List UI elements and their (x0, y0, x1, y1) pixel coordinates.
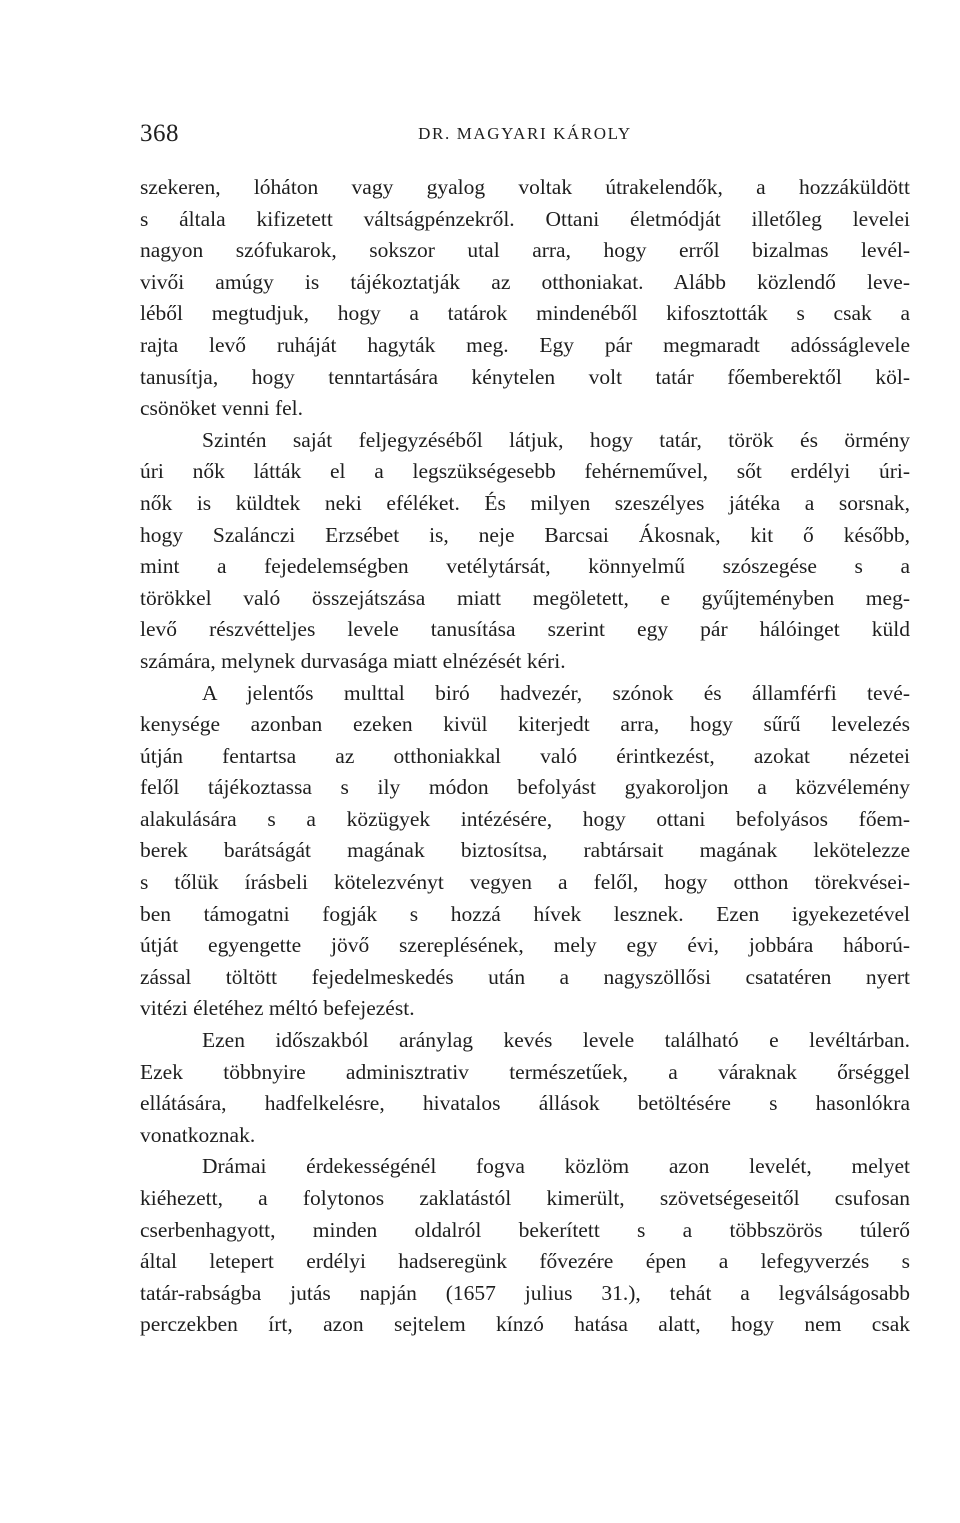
text-line: szekeren, lóháton vagy gyalog voltak útrakelendők, a hozzáküldött (140, 175, 910, 199)
text-line: perczekben írt, azon sejtelem kínzó hatása alatt, hogy nem csak (140, 1312, 910, 1337)
text-line: csönöket venni fel. (140, 396, 303, 421)
text-line: számára, melynek durvasága miatt elnézését kéri. (140, 648, 566, 673)
text-line: A jelentős multtal biró hadvezér, szónok és államférfi tevé- (202, 680, 910, 705)
text-line: tanusítja, hogy tenntartására kénytelen volt tatár főemberektől köl- (140, 364, 910, 389)
text-line: alakulására s a közügyek intézésére, hogy ottani befolyásos főem- (140, 806, 910, 831)
text-line: törökkel való összejátszása miatt megöletett, e gyűjteményben meg- (140, 585, 910, 610)
text-line: tatár-rabságba jutás napján (1657 julius 31.), tehát a legválságosabb (140, 1280, 910, 1305)
text-line: által letepert erdélyi hadseregünk fővezére épen a lefegyverzés s (140, 1249, 910, 1274)
text-line: zással töltött fejedelmeskedés után a nagyszöllősi csatatéren nyert (140, 964, 910, 989)
text-line: Drámai érdekességénél fogva közlöm azon levelét, melyet (202, 1154, 910, 1179)
text-line: levő részvétteljes levele tanusítása szerint egy pár hálóinget küld (140, 617, 910, 642)
text-line: nők is küldtek neki eféléket. És milyen szeszélyes játéka a sorsnak, (140, 490, 910, 515)
running-head: DR. MAGYARI KÁROLY (418, 124, 632, 143)
text-line: cserbenhagyott, minden oldalról bekerített s a többszörös túlerő (140, 1217, 910, 1242)
text-line: Ezek többnyire adminisztrativ természetűek, a váraknak őrséggel (140, 1059, 910, 1084)
text-line: kenysége azonban ezeken kivül kiterjedt arra, hogy sűrű levelezés (140, 712, 910, 737)
text-line: vivői amúgy is tájékoztatják az otthoniakat. Alább közlendő leve- (140, 269, 910, 294)
text-line: s általa kifizetett váltságpénzekről. Ottani életmódját illetőleg levelei (140, 206, 910, 231)
text-line: léből megtudjuk, hogy a tatárok mindenéből kifosztották s csak a (140, 301, 910, 326)
text-line: nagyon szófukarok, sokszor utal arra, hogy erről bizalmas levél- (140, 238, 910, 263)
text-line: hogy Szalánczi Erzsébet is, neje Barcsai Ákosnak, kit ő később, (140, 522, 910, 547)
text-line: rajta levő ruháját hagyták meg. Egy pár megmaradt adósságlevele (140, 332, 910, 357)
text-line: vitézi életéhez méltó befejezést. (140, 996, 415, 1021)
text-line: Szintén saját feljegyzéséből látjuk, hogy tatár, török és örmény (202, 427, 910, 452)
text-line: kiéhezett, a folytonos zaklatástól kimerült, szövetségeseitől csufosan (140, 1186, 910, 1210)
text-line: berek barátságát magának biztosítsa, rabtársait magának lekötelezze (140, 838, 910, 863)
text-line: útját egyengette jövő szereplésének, mely egy évi, jobbára háború- (140, 933, 910, 958)
text-line: felől tájékoztassa s ily módon befolyást gyakoroljon a közvélemény (140, 775, 910, 800)
text-line: vonatkoznak. (140, 1122, 256, 1147)
page-header (140, 120, 910, 152)
text-line: s tőlük írásbeli kötelezvényt vegyen a felől, hogy otthon törekvései- (140, 870, 910, 895)
body-text (140, 172, 910, 1341)
page-number: 368 (140, 120, 179, 147)
text-line: mint a fejedelemségben vetélytársát, könnyelmű szószegése s a (140, 554, 910, 579)
text-line: ellátására, hadfelkelésre, hivatalos állások betöltésére s hasonlókra (140, 1091, 910, 1116)
text-line: úri nők látták el a legszükségesebb fehérneművel, sőt erdélyi úri- (140, 459, 910, 484)
text-line: ben támogatni fogják s hozzá hívek lesznek. Ezen igyekezetével (140, 901, 910, 926)
text-line: Ezen időszakból aránylag kevés levele található e levéltárban. (202, 1028, 910, 1053)
text-line: útján fentartsa az otthoniakkal való érintkezést, azokat nézetei (140, 743, 910, 768)
